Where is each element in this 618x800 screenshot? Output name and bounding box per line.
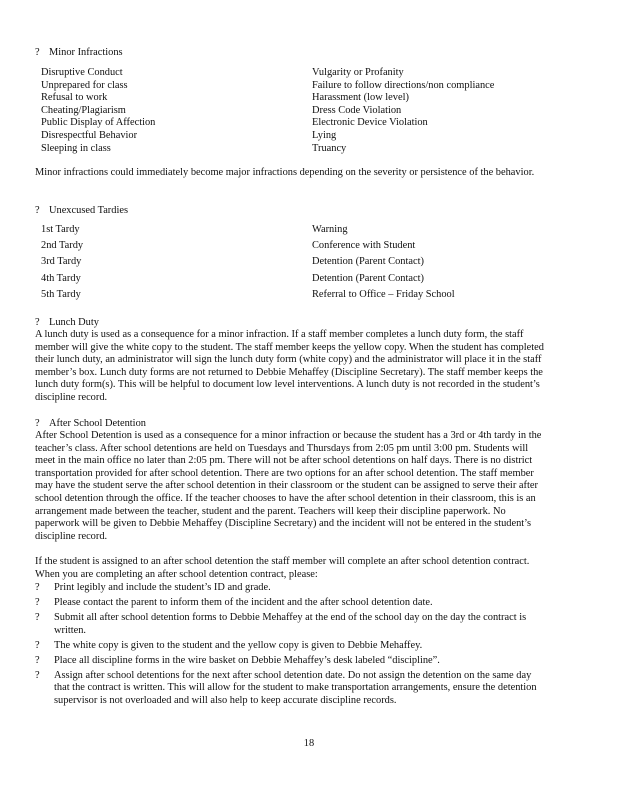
- minor-infractions-list: [41, 67, 561, 155]
- bullet-marker: ?: [35, 654, 40, 666]
- list-item: Unprepared for class Failure to follow directions/non compliance: [41, 79, 495, 91]
- table-row: 1st Tardy Warning: [41, 224, 348, 235]
- bullet-marker: ?: [35, 205, 40, 216]
- table-row: 2nd Tardy Conference with Student: [41, 240, 416, 252]
- table-row: 5th Tardy Referral to Office – Friday School: [41, 288, 455, 300]
- bullet-marker: ?: [35, 582, 40, 593]
- detention-contract-steps: [35, 582, 549, 710]
- bullet-marker: ?: [35, 639, 40, 651]
- lunch-duty-body: A lunch duty is used as a consequence for a minor infraction. If a staff member completes a lunch duty form, the staff member will give the white copy to the student. The staff member keeps the yellow copy. When the student has completed their lunch duty, an administrator will sign the lunch duty form (white copy) and the administrator will place it in the staff member’s box. Lunch duty forms are not returned to Debbie Mehaffey (Discipline Secretary). The staff member keeps the lunch duty form(s). This will be helpful to document low level interventions. A lunch duty is not recorded in the student’s discipline record.: [35, 329, 544, 403]
- table-row: 3rd Tardy Detention (Parent Contact): [41, 256, 424, 268]
- minor-infractions-heading: ? Minor Infractions: [35, 47, 123, 58]
- list-item: Disruptive Conduct Vulgarity or Profanity: [41, 67, 404, 78]
- bullet-marker: ?: [35, 418, 40, 429]
- list-item: ? Print legibly and include the student’s ID and grade.: [35, 582, 271, 593]
- list-item: Disrespectful Behavior Lying: [41, 129, 337, 141]
- after-school-detention-body: After School Detention is used as a consequence for a minor infraction or because the student has a 3rd or 4th tardy in the teacher’s class. After school detentions are held on Tuesdays and Thursdays from 2:05 pm until 3:00 pm. Students will meet in the main office no later than 2:05 pm. There will not be after school detentions on half days. There is no district transportation provided for after school detention. There are two options for an after school detention. The staff member may have the student serve the after school detention in their classroom or the student can be assigned to serve their after school detention through the office. If the teacher chooses to have the after school detention in their classroom, this is an arrangement made between the teacher, student and the parent. Teachers will keep their discipline paperwork. No paperwork will be given to Debbie Mehaffey (Discipline Secretary) and the incident will not be entered in the student’s discipline record.: [35, 430, 542, 542]
- list-item: Cheating/Plagiarism Dress Code Violation: [41, 104, 402, 116]
- list-item: ? Please contact the parent to inform them of the incident and the after school detention date.: [35, 596, 433, 608]
- unexcused-tardies-heading: ? Unexcused Tardies: [35, 205, 129, 216]
- lunch-duty-heading: ? Lunch Duty: [35, 317, 99, 328]
- after-school-detention-heading: ? After School Detention: [35, 418, 146, 429]
- list-item: ? Place all discipline forms in the wire basket on Debbie Mehaffey’s desk labeled “discipline”.: [35, 654, 440, 666]
- list-item: ? Assign after school detentions for the next after school detention date. Do not assign the detention on the same day that the contract is written. This will allow for the student to make transportation arrangements, ensure the detention supervisor is not overloaded and will also help to keep accurate discipline records.: [35, 669, 537, 706]
- table-row: 4th Tardy Detention (Parent Contact): [41, 272, 424, 284]
- list-item: ? The white copy is given to the student and the yellow copy is given to Debbie Mehaffey.: [35, 639, 423, 651]
- bullet-marker: ?: [35, 669, 40, 681]
- bullet-marker: ?: [35, 317, 40, 328]
- bullet-marker: ?: [35, 611, 40, 623]
- minor-infractions-note: Minor infractions could immediately become major infractions depending on the severity or persistence of the behavior.: [35, 167, 535, 178]
- page-number: 18: [303, 738, 315, 749]
- list-item: Refusal to work Harassment (low level): [41, 92, 409, 104]
- list-item: ? Submit all after school detention forms to Debbie Mehaffey at the end of the school day on the day the contract is written.: [35, 611, 527, 636]
- detention-contract-intro: If the student is assigned to an after school detention the staff member will complete an after school detention contract. When you are completing an after school detention contract, please:: [35, 556, 530, 580]
- tardy-table: [41, 224, 561, 305]
- list-item: Sleeping in class Truancy: [41, 142, 347, 154]
- list-item: Public Display of Affection Electronic Device Violation: [41, 117, 428, 129]
- bullet-marker: ?: [35, 47, 40, 58]
- bullet-marker: ?: [35, 596, 40, 608]
